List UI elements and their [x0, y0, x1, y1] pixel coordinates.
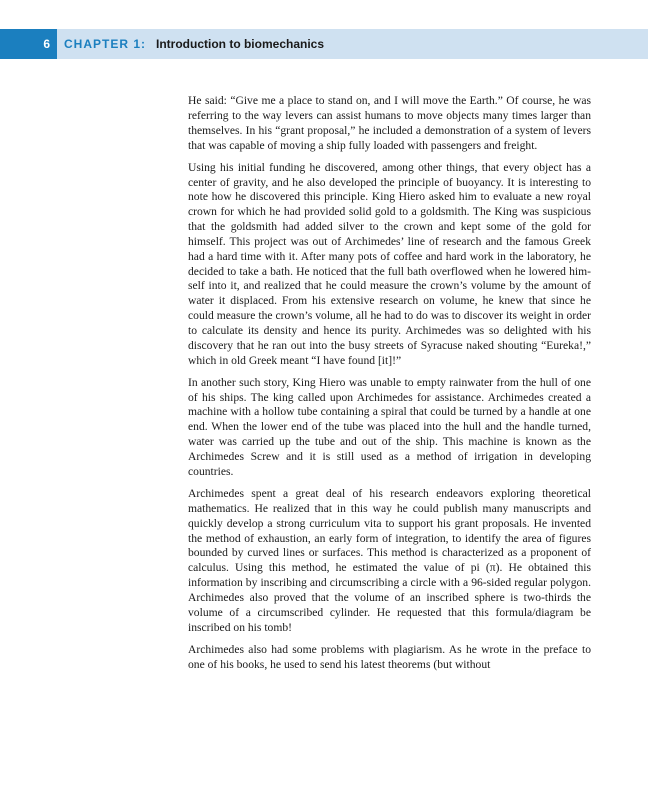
paragraph-3: In another such story, King Hiero was unable to empty rainwater from the hull of one of his ships. The king called upon Archimedes for assistance. Archimedes created a machine with a hollow tube containing a spiral that could be turned by a handle at one end. When the lower end of the tube was placed into the hull and the handle turned, water was carried up the tube and out of the ship. This machine is known as the Archimedes Screw and it is still used as a method of irrigation in developing countries.	[188, 375, 591, 478]
chapter-label: CHAPTER 1:	[64, 37, 147, 51]
running-header	[0, 29, 648, 59]
paragraph-4: Archimedes spent a great deal of his research endeavors exploring theoretical mathematics. He realized that in this way he could publish many manuscripts and quickly develop a strong curriculum vita to support his grant proposals. He invented the method of exhaustion, an early form of integration, to identify the area of figures bounded by curved lines or surfaces. This method is characterized as a proponent of calculus. Using this method, he estimated the value of pi (π). He obtained this information by inscribing and circumscribing a circle with a 96-sided regular polygon. Archimedes also proved that the volume of an inscribed sphere is two-thirds the volume of a circumscribed cylinder. He requested that this formula/diagram be inscribed on his tomb!	[188, 486, 591, 634]
paragraph-2: Using his initial funding he discovered, among other things, that every object has a center of gravity, and he also developed the principle of buoyancy. It is interesting to note how he discovered this principle. King Hiero asked him to evaluate a new royal crown for which he had provided solid gold to a goldsmith. The King was suspicious that the goldsmith had added silver to the crown and kept some of the gold for himself. This project was out of Archimedes’ line of research and the famous Greek had a hard time with it. After many pots of coffee and hard work in the laboratory, he decided to take a bath. He noticed that the full bath overflowed when he lowered himself into it, and realized that he could measure the crown’s volume by the amount of water it displaced. From his extensive research on volume, he knew that since he could measure the crown’s volume, all he had to do was to discover its weight in order to calculate its density and hence its purity. Archimedes was so delighted with his discovery that he ran out into the busy streets of Syracuse naked shouting “Eureka!,” which in old Greek meant “I have found [it]!”	[188, 160, 591, 367]
page-number: 6	[0, 29, 57, 59]
chapter-title: Introduction to biomechanics	[156, 37, 325, 51]
body-text	[188, 94, 591, 680]
paragraph-5: Archimedes also had some problems with plagiarism. As he wrote in the preface to one of his books, he used to send his latest theorems (but without	[188, 642, 591, 671]
paragraph-1: He said: “Give me a place to stand on, and I will move the Earth.” Of course, he was referring to the way levers can assist humans to move objects many times larger than themselves. In his “grant proposal,” he included a demonstration of a system of levers that was capable of moving a ship fully loaded with passengers and freight.	[188, 94, 591, 152]
